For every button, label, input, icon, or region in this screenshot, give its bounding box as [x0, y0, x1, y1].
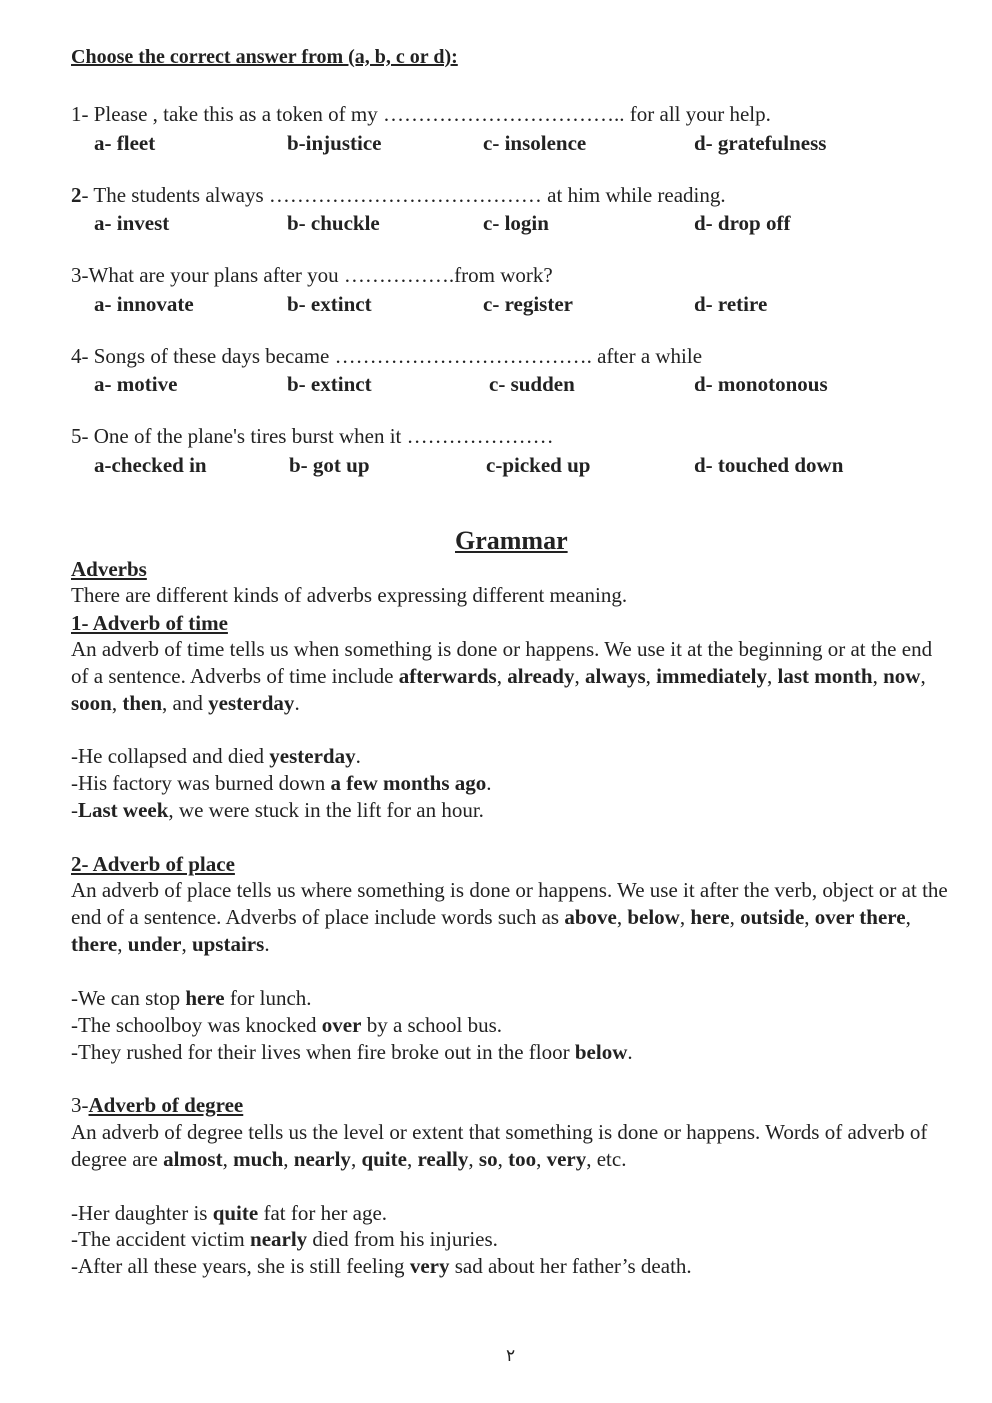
q3-option-c: c- register: [483, 292, 573, 316]
adverb-place-example-2: -The schoolboy was knocked over by a school bus.: [71, 1013, 503, 1037]
page-number: ٢: [506, 1346, 516, 1366]
question-text: Songs of these days became ………………………………. after a while: [88, 344, 703, 368]
question-text: What are your plans after you …………….from work?: [88, 263, 553, 287]
q2-option-a: a- invest: [94, 211, 170, 235]
question-text: Please , take this as a token of my …………………………….. for all your help.: [88, 102, 771, 126]
question-number: 2: [71, 183, 82, 207]
q3-option-b: b- extinct: [287, 292, 372, 316]
exercise-heading: Choose the correct answer from (a, b, c or d):: [71, 46, 458, 68]
q1-option-c: c- insolence: [483, 131, 587, 155]
q4-option-c: c- sudden: [489, 372, 575, 396]
q2-option-d: d- drop off: [694, 211, 791, 235]
question-2: [71, 183, 726, 208]
adverb-degree-example-1: -Her daughter is quite fat for her age.: [71, 1201, 388, 1225]
q4-option-b: b- extinct: [287, 372, 372, 396]
question-number: 1-: [71, 102, 89, 126]
question-text: - The students always ………………………………… at him while reading.: [81, 183, 726, 207]
question-4: [71, 344, 702, 369]
adverbs-subtitle: Adverbs: [71, 557, 147, 581]
adverb-place-example-1: -We can stop here for lunch.: [71, 986, 312, 1010]
q5-option-b: b- got up: [289, 453, 370, 477]
question-number: 5-: [71, 424, 89, 448]
adverb-degree-paragraph: An adverb of degree tells us the level or extent that something is done or happens. Words of adverb of degree are almost, much, nearly, quite, really, so, too, very, etc.: [71, 1120, 928, 1171]
q3-option-a: a- innovate: [94, 292, 194, 316]
adverbs-intro: There are different kinds of adverbs expressing different meaning.: [71, 583, 628, 607]
adverb-degree-example-3: -After all these years, she is still feeling very sad about her father’s death.: [71, 1254, 692, 1278]
adverb-time-paragraph: An adverb of time tells us when something is done or happens. We use it at the beginning or at the end of a sentence. Adverbs of time include afterwards, already, always, immediately, last month, now, soon, then, and yesterday.: [71, 637, 933, 715]
adverb-time-example-2: -His factory was burned down a few months ago.: [71, 771, 492, 795]
q2-option-b: b- chuckle: [287, 211, 380, 235]
question-1: [71, 102, 771, 127]
adverb-place-paragraph: An adverb of place tells us where something is done or happens. We use it after the verb, object or at the end of a sentence. Adverbs of place include words such as above, below, here, outside, over there, there, under, upstairs.: [71, 878, 948, 956]
q1-option-b: b-injustice: [287, 131, 382, 155]
q5-option-d: d- touched down: [694, 453, 844, 477]
q2-option-c: c- login: [483, 211, 549, 235]
adverb-time-heading: 1- Adverb of time: [71, 611, 228, 635]
q5-option-a: a-checked in: [94, 453, 207, 477]
adverb-time-example-1: -He collapsed and died yesterday.: [71, 744, 361, 768]
question-number: 3-: [71, 263, 89, 287]
adverb-place-example-3: -They rushed for their lives when fire broke out in the floor below.: [71, 1040, 633, 1064]
q4-option-a: a- motive: [94, 372, 178, 396]
q4-option-d: d- monotonous: [694, 372, 828, 396]
q3-option-d: d- retire: [694, 292, 768, 316]
question-text: One of the plane's tires burst when it …………………: [88, 424, 554, 448]
q5-option-c: c-picked up: [486, 453, 591, 477]
grammar-title: Grammar: [455, 526, 568, 555]
adverb-place-heading: 2- Adverb of place: [71, 852, 235, 876]
adverb-time-example-3: -Last week, we were stuck in the lift for an hour.: [71, 798, 484, 822]
adverb-degree-example-2: -The accident victim nearly died from his injuries.: [71, 1227, 498, 1251]
question-5: [71, 424, 554, 449]
question-3: [71, 263, 553, 288]
q1-option-d: d- gratefulness: [694, 131, 827, 155]
adverb-degree-heading: 3-Adverb of degree: [71, 1093, 244, 1117]
question-number: 4-: [71, 344, 89, 368]
q1-option-a: a- fleet: [94, 131, 156, 155]
